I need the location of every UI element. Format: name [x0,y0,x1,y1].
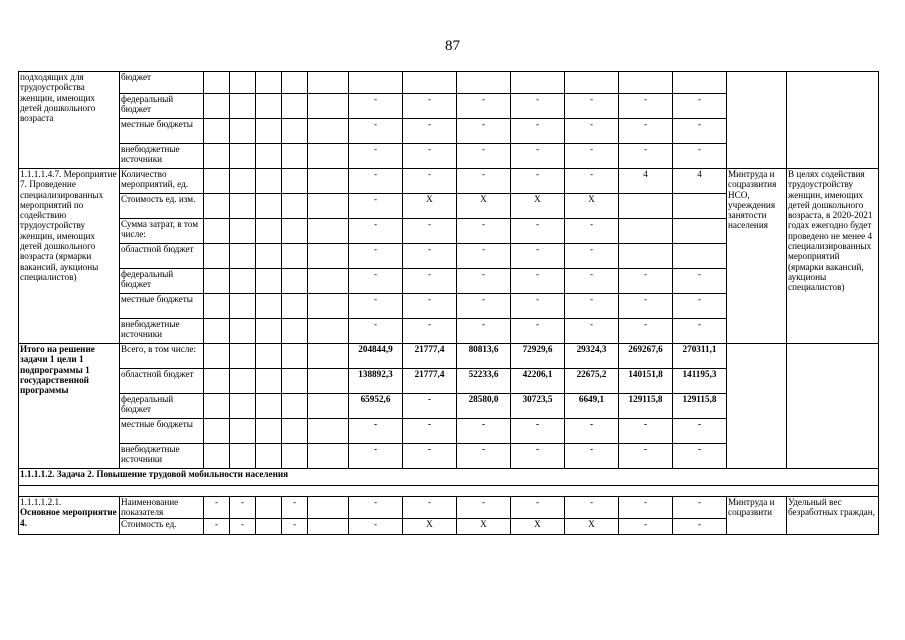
value-cell: - [565,94,619,119]
value-cell: - [565,444,619,469]
empty-cell [230,369,256,394]
value-cell: - [619,144,673,169]
empty-cell [308,369,349,394]
empty-cell [282,94,308,119]
table-row [19,169,879,194]
value-cell: - [349,497,403,519]
source-label: внебюджетные источники [120,144,204,169]
event-7-label: 1.1.1.1.4.7. Мероприятие 7. Проведение специализированных мероприятий по содействию трудоустройству женщин, имеющих детей дошкольного возраста (ярмарки вакансий, аукционы специалистов) [19,169,120,344]
value-cell: - [403,319,457,344]
value-cell: - [403,244,457,269]
value-cell: - [457,94,511,119]
value-cell: - [511,144,565,169]
value-cell: - [349,419,403,444]
value-cell: - [403,119,457,144]
value-cell: - [457,144,511,169]
value-cell: 138892,3 [349,369,403,394]
value-cell: - [673,319,727,344]
empty-cell [230,144,256,169]
value-cell: - [511,169,565,194]
value-cell: X [511,194,565,219]
value-cell: 6649,1 [565,394,619,419]
value-cell: - [565,219,619,244]
value-cell: - [673,294,727,319]
empty-cell [256,444,282,469]
row-label: подходящих для трудоустройства женщин, имеющих детей дошкольного возраста [19,72,120,169]
small-cell: - [282,497,308,519]
value-cell: - [403,294,457,319]
small-cell: - [230,497,256,519]
value-cell: 29324,3 [565,344,619,369]
empty-cell [308,419,349,444]
source-label: Стоимость ед. изм. [120,194,204,219]
value-cell: - [511,497,565,519]
empty-cell [204,419,230,444]
empty-cell [282,119,308,144]
source-label: областной бюджет [120,369,204,394]
empty-cell [204,194,230,219]
value-cell: 204844,9 [349,344,403,369]
empty-cell [204,144,230,169]
table-row [19,72,879,94]
empty-cell [282,419,308,444]
empty-cell [308,94,349,119]
total-label: Итого на решение задачи 1 цели 1 подпрограммы 1 государственной программы [19,344,120,469]
empty-cell [230,244,256,269]
small-cell: - [230,518,256,534]
source-label: местные бюджеты [120,119,204,144]
value-cell: - [349,319,403,344]
task-2-header: 1.1.1.1.2. Задача 2. Повышение трудовой мобильности населения [19,469,879,486]
table-row [19,497,879,519]
empty-cell [230,344,256,369]
empty-cell [256,344,282,369]
value-cell: - [511,419,565,444]
value-cell: - [511,269,565,294]
empty-cell [256,244,282,269]
value-cell: 42206,1 [511,369,565,394]
spacer-cell [19,486,879,497]
value-cell: - [403,419,457,444]
empty-cell [230,119,256,144]
empty-cell [308,219,349,244]
value-cell: 129115,8 [673,394,727,419]
value-cell: - [565,169,619,194]
value-cell [403,72,457,94]
value-cell: 21777,4 [403,344,457,369]
empty-cell [256,169,282,194]
empty-cell [204,72,230,94]
value-cell: - [349,294,403,319]
value-cell: - [673,269,727,294]
empty-cell [204,119,230,144]
value-cell: - [457,419,511,444]
value-cell: 30723,5 [511,394,565,419]
small-cell [256,497,282,519]
empty-cell [308,319,349,344]
empty-cell [282,344,308,369]
empty-cell [282,394,308,419]
value-cell: - [349,144,403,169]
source-label: Наименование показателя [120,497,204,519]
value-cell: - [403,94,457,119]
value-cell: - [457,169,511,194]
small-cell: - [282,518,308,534]
value-cell: - [403,169,457,194]
table-row [19,469,879,486]
empty-cell [282,244,308,269]
empty-cell [204,94,230,119]
empty-cell [308,294,349,319]
value-cell: - [673,144,727,169]
value-cell: X [403,194,457,219]
value-cell: - [565,294,619,319]
value-cell [619,244,673,269]
empty-cell [204,169,230,194]
value-cell: 80813,6 [457,344,511,369]
value-cell [349,72,403,94]
value-cell: - [457,244,511,269]
value-cell: - [403,269,457,294]
value-cell: X [457,194,511,219]
empty-cell [204,394,230,419]
source-label: областной бюджет [120,244,204,269]
value-cell: - [457,119,511,144]
empty-cell [230,269,256,294]
value-cell: 141195,3 [673,369,727,394]
value-cell [673,219,727,244]
empty-cell [256,119,282,144]
value-cell: - [673,497,727,519]
empty-cell [230,319,256,344]
value-cell [511,72,565,94]
value-cell: - [619,419,673,444]
empty-cell [204,344,230,369]
empty-cell [256,219,282,244]
empty-cell [282,169,308,194]
main-event-title: Основное мероприятие 4. [20,507,117,528]
empty-cell [230,219,256,244]
value-cell: - [619,497,673,519]
value-cell: - [457,319,511,344]
empty-cell [256,72,282,94]
value-cell: - [349,194,403,219]
executor-cell: Минтруда и соцразвити [727,497,787,535]
value-cell: 269267,6 [619,344,673,369]
empty-cell [282,369,308,394]
empty-cell [256,319,282,344]
empty-cell [256,394,282,419]
page-number: 87 [445,38,460,54]
value-cell: - [619,319,673,344]
value-cell: - [457,219,511,244]
value-cell: 21777,4 [403,369,457,394]
value-cell: 52233,6 [457,369,511,394]
value-cell: X [565,518,619,534]
empty-cell [256,269,282,294]
value-cell: - [349,518,403,534]
empty-cell [282,72,308,94]
value-cell: - [403,144,457,169]
value-cell: 65952,6 [349,394,403,419]
value-cell: X [403,518,457,534]
source-label: Всего, в том числе: [120,344,204,369]
source-label: местные бюджеты [120,419,204,444]
source-label: бюджет [120,72,204,94]
value-cell: - [457,269,511,294]
value-cell: - [511,119,565,144]
empty-cell [256,294,282,319]
value-cell [565,72,619,94]
value-cell: - [673,444,727,469]
main-event-code: 1.1.1.1.2.1. [20,497,62,507]
empty-cell [282,194,308,219]
empty-cell [256,419,282,444]
source-label: местные бюджеты [120,294,204,319]
empty-cell [204,369,230,394]
value-cell: X [511,518,565,534]
value-cell: - [565,319,619,344]
value-cell [619,219,673,244]
value-cell: - [349,269,403,294]
empty-cell [308,119,349,144]
value-cell: - [673,518,727,534]
value-cell: - [349,244,403,269]
value-cell: - [403,219,457,244]
empty-cell [204,319,230,344]
value-cell: - [349,119,403,144]
empty-cell [204,294,230,319]
empty-cell [256,369,282,394]
value-cell: - [349,169,403,194]
value-cell: 129115,8 [619,394,673,419]
value-cell: - [349,219,403,244]
result-cell: Удельный вес безработных граждан, [787,497,879,535]
empty-cell [230,419,256,444]
value-cell: - [619,269,673,294]
value-cell: - [619,294,673,319]
empty-cell [282,269,308,294]
executor-cell [727,72,787,169]
value-cell: - [565,119,619,144]
result-cell [787,344,879,469]
value-cell: 4 [673,169,727,194]
value-cell: - [511,444,565,469]
table-row [19,486,879,497]
source-label: федеральный бюджет [120,394,204,419]
table-row [19,344,879,369]
value-cell: - [349,94,403,119]
value-cell: - [403,497,457,519]
empty-cell [282,144,308,169]
value-cell: - [565,497,619,519]
value-cell: 4 [619,169,673,194]
result-cell [787,72,879,169]
value-cell: - [511,94,565,119]
value-cell: - [673,419,727,444]
source-label: федеральный бюджет [120,94,204,119]
value-cell: - [565,419,619,444]
empty-cell [308,518,349,534]
source-label: федеральный бюджет [120,269,204,294]
empty-cell [282,294,308,319]
value-cell [673,244,727,269]
empty-cell [230,444,256,469]
value-cell: - [457,294,511,319]
value-cell: - [619,94,673,119]
empty-cell [230,394,256,419]
empty-cell [256,194,282,219]
value-cell: - [457,444,511,469]
value-cell: - [619,119,673,144]
empty-cell [204,269,230,294]
empty-cell [204,219,230,244]
empty-cell [308,72,349,94]
empty-cell [230,194,256,219]
empty-cell [282,319,308,344]
value-cell [619,194,673,219]
empty-cell [308,497,349,519]
value-cell: - [511,319,565,344]
empty-cell [308,194,349,219]
empty-cell [230,294,256,319]
value-cell: X [565,194,619,219]
executor-cell [727,344,787,469]
empty-cell [204,244,230,269]
value-cell: 72929,6 [511,344,565,369]
empty-cell [256,144,282,169]
source-label: внебюджетные источники [120,444,204,469]
budget-table [18,71,879,535]
main-event-label [19,497,120,535]
value-cell: - [565,244,619,269]
empty-cell [230,94,256,119]
value-cell [619,72,673,94]
value-cell [673,194,727,219]
value-cell: - [511,244,565,269]
value-cell: - [565,144,619,169]
empty-cell [256,94,282,119]
value-cell: - [457,497,511,519]
value-cell: - [349,444,403,469]
source-label: Сумма затрат, в том числе: [120,219,204,244]
value-cell: - [403,444,457,469]
value-cell: 270311,1 [673,344,727,369]
value-cell: - [619,444,673,469]
empty-cell [308,144,349,169]
executor-cell: Минтруда и соцразвития НСО, учреждения занятости населения [727,169,787,344]
value-cell: 140151,8 [619,369,673,394]
value-cell: - [403,394,457,419]
value-cell: - [673,119,727,144]
source-label: Стоимость ед. [120,518,204,534]
value-cell [457,72,511,94]
empty-cell [204,444,230,469]
small-cell: - [204,497,230,519]
empty-cell [308,344,349,369]
value-cell: - [511,294,565,319]
small-cell [256,518,282,534]
empty-cell [230,169,256,194]
empty-cell [308,394,349,419]
result-cell: В целях содействия трудоустройству женщин, имеющих детей дошкольного возраста, в 2020-2021 годах ежегодно будет проведено не менее 4 специализированных мероприятий (ярмарки вакансий, аукционы специалистов) [787,169,879,344]
value-cell: - [565,269,619,294]
empty-cell [282,444,308,469]
value-cell: - [673,94,727,119]
empty-cell [230,72,256,94]
value-cell [673,72,727,94]
small-cell: - [204,518,230,534]
value-cell: - [619,518,673,534]
empty-cell [308,444,349,469]
empty-cell [308,269,349,294]
source-label: внебюджетные источники [120,319,204,344]
value-cell: 22675,2 [565,369,619,394]
empty-cell [308,169,349,194]
value-cell: 28580,0 [457,394,511,419]
empty-cell [282,219,308,244]
value-cell: - [511,219,565,244]
source-label: Количество мероприятий, ед. [120,169,204,194]
value-cell: X [457,518,511,534]
empty-cell [308,244,349,269]
